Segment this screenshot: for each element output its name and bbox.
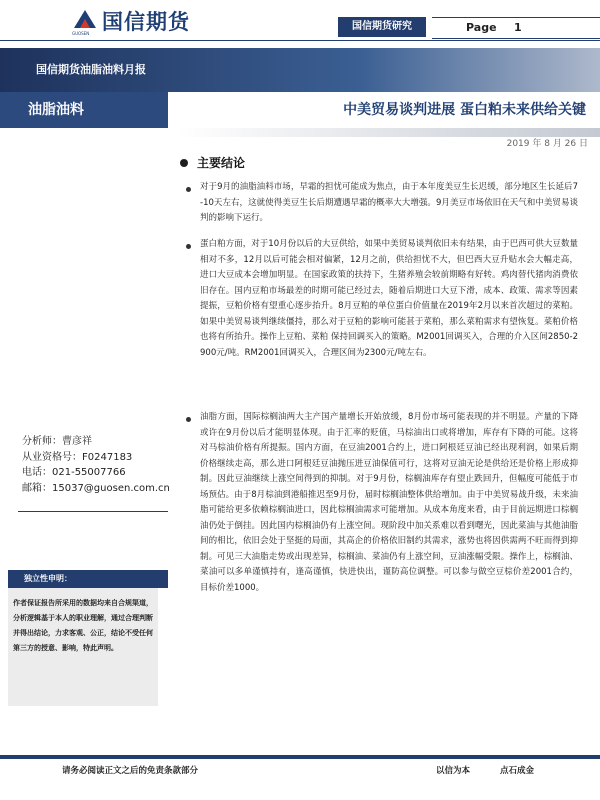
bullet-icon [186, 244, 191, 249]
report-title: 中美贸易谈判进展 蛋白粕未来供给关键 [343, 102, 586, 118]
footer-disclaimer-note: 请务必阅读正文之后的免责条款部分 [62, 766, 199, 776]
logo-text: 国信期货 [102, 10, 190, 34]
page-number: 1 [514, 21, 522, 34]
report-series-band [0, 48, 600, 92]
bullet-icon [186, 417, 191, 422]
report-series-title: 国信期货油脂油料月报 [36, 63, 146, 76]
independence-text: 作者保证报告所采用的数据均来自合规渠道，分析逻辑基于本人的职业理解，通过合理判断并得出结论，力求客观、公正，结论不受任何第三方的授意、影响，特此声明。 [13, 599, 153, 652]
independence-title: 独立性申明： [24, 574, 72, 583]
analyst-divider [18, 511, 168, 512]
footer-bar [0, 755, 600, 759]
logo-emblem-icon [72, 8, 98, 30]
conclusion-paragraph-meal: 蛋白粕方面，对于10月份以后的大豆供给，如果中美贸易谈判依旧未有结果，由于巴西可供大豆数量相对不多，12月以后可能会相对偏紧，12月之前，供给担忧不大，但巴西大豆升贴水会大幅走高，进口大豆成本会增加明显。在国家政策的扶持下，生猪养殖会较前期略有好转。鸡肉替代猪肉消费依旧存在。国内豆粕市场最差的时期可能已经过去，随着后期进口大豆下滑，成本、政策、需求等因素提振，豆粕价格有望重心逐步抬升。8月豆粕的单位蛋白价值量在2019年2月以来首次超过的菜粕。如果中美贸易谈判继续僵持，那么对于豆粕的影响可能甚于菜粕，那么菜粕需求有望恢复。菜粕价格也将有所抬升。操作上豆粕、菜粕 保持回调买入的策略。M2001回调买入，合理的介入区间2850-2900元/吨。RM2001回调买入，合理区间为2300元/吨左右。 [200, 239, 578, 358]
header-page-indicator [432, 17, 600, 39]
category-label [0, 92, 168, 128]
independence-statement [8, 588, 158, 706]
logo-subtext: GUOSEN [72, 31, 90, 36]
company-logo [72, 6, 212, 34]
analyst-license: 从业资格号：F0247183 [22, 451, 133, 463]
main-conclusion-title: 主要结论 [197, 156, 246, 170]
analyst-name: 分析师：曹彦祥 [22, 436, 92, 447]
report-date: 2019 年 8 月 26 日 [506, 139, 588, 149]
heading-bullet-icon [180, 159, 188, 167]
analyst-phone: 电话：021-55007766 [22, 467, 126, 478]
bullet-icon [186, 187, 191, 192]
footer-slogan-1: 以信为本 [436, 766, 471, 776]
conclusion-paragraph-market: 对于9月的油脂油料市场，早霜的担忧可能成为焦点，由于本年度美豆生长迟缓，部分地区生长延后7-10天左右，这就使得美豆生长后期遭遇早霜的概率大大增强。9月美豆市场依旧在天气和中美贸易谈判的影响下运行。 [200, 182, 578, 223]
analyst-email: 邮箱：15037@guosen.com.cn [22, 482, 170, 494]
conclusion-paragraph-oil: 油脂方面，国际棕榈油两大主产国产量增长开始放缓，8月份市场可能表现的并不明显。产量的下降或许在9月份以后才能明显体现。由于汇率的贬值，马棕油出口或将增加，库存有下降的可能。这将对马棕油价格有所提振。国内方面，在豆油2001合约上，进口阿根廷豆油已经出现利润，如果后期价格继续走高，那么进口阿根廷豆油抛压进豆油保值可行，这将对豆油无论是供给还是价格上形成抑制。因此豆油继续上涨空间得到的抑制。对于9月份，棕榈油库存有望止跌回升，但幅度可能低于市场预估。由于8月棕油到港船推迟至9月份，届时棕榈油整体供给增加。由于中美贸易战升级，未来油脂可能给更多依赖棕榈油进口，因此棕榈油需求可能增加。从成本角度来看，由于目前远期进口棕榈油仍处于倒挂。因此国内棕榈油仍有上涨空间。现阶段中加关系难以看到曙光，因此菜油与其他油脂间的相比，依旧会处于坚挺的局面，其高企的价格依旧制约其需求，涨势也将因供需两不旺而得到抑制。可见三大油脂走势或出现差异，棕榈油、菜油仍有上涨空间，豆油涨幅受限。操作上，棕榈油、菜油可以多单谨慎持有，逢高谨慎，快进快出，谨防高位调整。可以参与做空豆棕价差2001合约，目标价差1000。 [200, 412, 578, 593]
analyst-info [22, 434, 172, 496]
footer-slogan-2: 点石成金 [500, 766, 535, 776]
header-divider [0, 40, 600, 41]
category-text: 油脂油料 [28, 102, 84, 118]
independence-heading [8, 570, 168, 588]
page-label: Page [466, 21, 497, 34]
header-research-tag: 国信期货研究 [338, 17, 426, 37]
